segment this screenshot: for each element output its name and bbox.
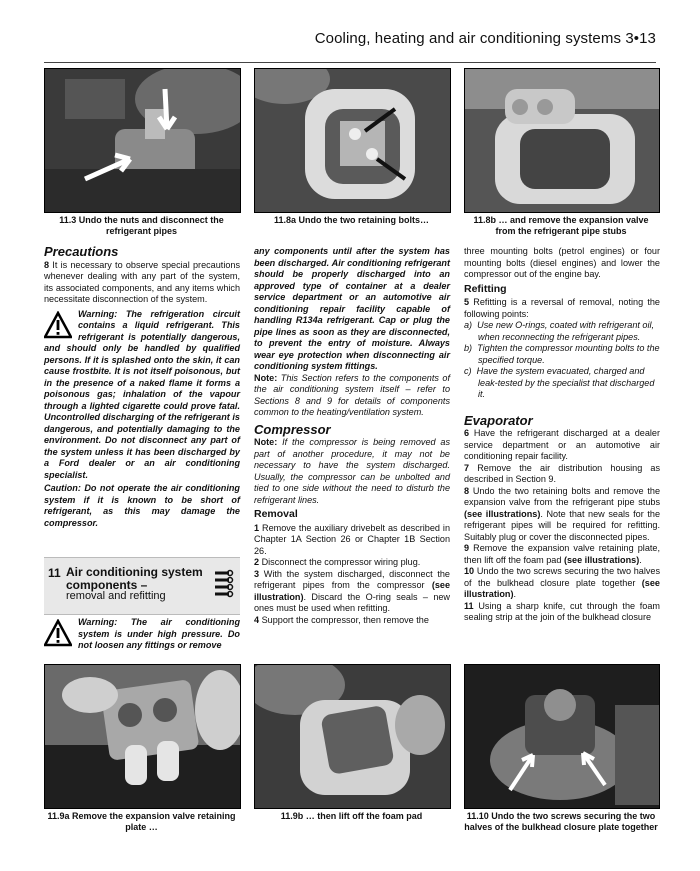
note-label: Note: (254, 372, 278, 383)
step-number: 4 (254, 614, 260, 625)
step-text: Disconnect the compressor wiring plug. (261, 557, 421, 567)
step-9 (464, 543, 660, 566)
bulkhead-closure-image (465, 665, 659, 808)
step-number: 8 (464, 485, 470, 496)
warning-text: Warning: The refrigeration circuit contains a liquid refrigerant. This refrigerant is potentially dangerous, and should only be handled by qualified persons. If it is splashed onto the skin, it can cause frostbite. It is not itself poisonous, but in the presence of a naked flame it forms a poisonous gas; inhalation of the vapour through a lighted cigarette could prove fatal. Uncontrolled discharging of the refrigerant is dangerous, and potentially damaging to the environment. Do not disconnect any part of the system unless it has been discharged by a Ford dealer or an air conditioning specialist. (44, 308, 240, 480)
retaining-bolts-image (255, 69, 450, 212)
step-number: 11 (464, 600, 474, 611)
step-text: Remove the air distribution housing as described in Section 9. (464, 462, 660, 484)
step-2 (254, 557, 450, 569)
caution-text: Caution: Do not operate the air conditioning system if it is known to be short of refrigerant, as this may damage the compressor. (44, 483, 240, 528)
step-4 (254, 615, 450, 627)
step-text: Have the refrigerant discharged at a dealer service department or an automotive air conditioning repair facility. (464, 428, 660, 461)
list-marker: b) (464, 343, 473, 353)
step-text: . Discard the O-ring seals – new ones must be used when refitting. (254, 591, 450, 613)
photo-11-10 (464, 664, 660, 809)
paragraph-8 (44, 260, 240, 306)
list-marker: a) (464, 320, 473, 330)
foam-pad-image (255, 665, 450, 808)
step-text: Remove the auxiliary drivebelt as described in Chapter 1A Section 26 or Chapter 1B Section 26. (254, 522, 450, 556)
list-item-b (464, 343, 660, 366)
section-title: Air conditioning system components – (66, 565, 203, 592)
step-text: Remove the expansion valve retaining plate, then lift off the foam pad (464, 543, 660, 565)
list-text: Have the system evacuated, charged and leak-tested by the specialist that discharged it. (476, 366, 655, 399)
caption-11-10: 11.10 Undo the two screws securing the two halves of the bulkhead closure plate together (464, 811, 658, 833)
page-title: Cooling, heating and air conditioning systems 3•13 (314, 30, 656, 47)
page-header (44, 0, 656, 63)
step-7 (464, 463, 660, 486)
caption-11-9b: 11.9b … then lift off the foam pad (280, 811, 423, 821)
step-10 (464, 566, 660, 601)
warning-triangle-icon (44, 619, 72, 647)
step-number: 9 (464, 543, 470, 553)
illustration-reference: (see illustration) (464, 577, 660, 599)
step-number: 6 (464, 428, 470, 438)
photo-11-8a (254, 68, 451, 213)
note-label: Note: (254, 437, 278, 447)
photo-11-9b (254, 664, 451, 809)
step-text: Using a sharp knife, cut through the foam sealing strip at the join of the bulkhead closure (464, 600, 660, 622)
section-number: 11 (48, 566, 61, 580)
step-number: 10 (464, 566, 475, 576)
step-number: 7 (464, 462, 470, 473)
caption-11-8b: 11.8b … and remove the expansion valve from the refrigerant pipe stubs (473, 215, 649, 237)
column-3 (464, 246, 660, 624)
caption-11-3: 11.3 Undo the nuts and disconnect the refrigerant pipes (59, 215, 224, 237)
column-1 (44, 246, 240, 529)
illustration-reference: (see illustrations) (563, 554, 640, 565)
step-number: 8 (44, 259, 50, 270)
engine-pipes-image (45, 69, 240, 212)
illustration-reference: (see illustrations) (464, 508, 541, 519)
step-1 (254, 523, 450, 558)
list-text: Tighten the compressor mounting bolts to the specified torque. (477, 343, 660, 365)
heading-precautions: Precautions (44, 244, 119, 259)
photo-11-3 (44, 68, 241, 213)
step-text: Undo the two screws securing the two halves of the bulkhead closure plate together (464, 566, 660, 588)
note-section (254, 373, 450, 419)
heading-removal: Removal (254, 508, 298, 520)
heading-compressor: Compressor (254, 421, 331, 437)
step-number: 2 (254, 557, 260, 567)
expansion-valve-image (465, 69, 659, 212)
retaining-plate-image (45, 665, 240, 808)
list-text: Use new O-rings, coated with refrigerant oil, when reconnecting the refrigerant pipes. (477, 320, 655, 342)
step-number: 1 (254, 522, 260, 533)
list-item-a (464, 320, 660, 343)
column-2 (254, 246, 450, 626)
step-number: 5 (464, 297, 470, 307)
step-8 (464, 486, 660, 544)
heading-refitting: Refitting (464, 282, 507, 295)
warning-refrigerant (44, 309, 240, 482)
photo-11-9a (44, 664, 241, 809)
note-compressor (254, 437, 450, 506)
warning-pressure (44, 617, 240, 652)
step-11 (464, 601, 660, 624)
step-text: Refitting is a reversal of removal, noting the following points: (464, 297, 660, 319)
photo-11-8b (464, 68, 660, 213)
spanner-icon (212, 568, 234, 602)
step-6 (464, 428, 660, 463)
warning-pressure-block (44, 617, 240, 652)
step-4-continued: three mounting bolts (petrol engines) or four mounting bolts (diesel engines) and lower the compressor out of the engine bay. (464, 246, 660, 279)
step-text: . (639, 554, 642, 565)
step-text: . Note that new seals for the refrigerant pipes will be required for refitting. Suitably plug or cover the disconnected pipes. (464, 508, 661, 542)
caption-11-9a: 11.9a Remove the expansion valve retaining plate … (47, 811, 236, 833)
step-text: . (513, 589, 517, 599)
step-text: With the system discharged, disconnect the refrigerant pipes from the compressor (254, 568, 450, 590)
note-text: This Section refers to the components of the air conditioning system itself – refer to Sections 8 and 9 for details of components common to the heating/ventilation system. (254, 372, 450, 417)
warning-triangle-icon (44, 311, 72, 339)
step-3 (254, 569, 450, 615)
list-marker: c) (464, 366, 472, 376)
section-11-banner (44, 557, 240, 615)
paragraph-text: It is necessary to observe special precautions whenever dealing with any part of the system, its associated components, and any items which necessitate disconnection of the system. (44, 259, 240, 304)
heading-evaporator: Evaporator (464, 412, 533, 428)
step-text: Support the compressor, then remove the (261, 614, 429, 625)
step-text: Undo the two retaining bolts and remove the expansion valve from the refrigerant pipe stubs (464, 485, 660, 507)
section-subtitle: removal and refitting (66, 590, 166, 602)
step-number: 3 (254, 568, 260, 579)
warning-continued: any components until after the system has been discharged. Air conditioning refrigerant should be properly discharged into an approved type of container at a dealer service department or an automotive air conditioning repair facility capable of handling R134a refrigerant. Cap or plug the pipe lines as soon as they are disconnected, to prevent the entry of moisture. Always wear eye protection when disconnecting air conditioning system fittings. (254, 246, 450, 371)
caption-11-8a: 11.8a Undo the two retaining bolts… (273, 215, 430, 225)
step-5 (464, 297, 660, 320)
list-item-c (464, 366, 660, 401)
illustration-reference: (see illustration) (254, 580, 451, 602)
note-text: If the compressor is being removed as part of another procedure, it may not be necessary to have the system discharged. Usually, the compressor can be unbolted and tied to one side without the need to disturb the refrigerant lines. (254, 437, 450, 505)
warning-text: Warning: The air conditioning system is under high pressure. Do not loosen any fittings or remove (78, 617, 240, 650)
